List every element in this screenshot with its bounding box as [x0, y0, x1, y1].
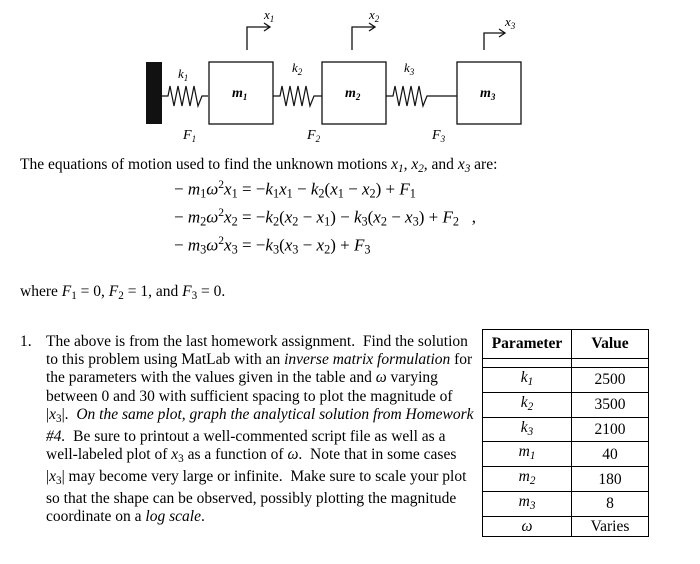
label-m1: $m_1$: [232, 86, 248, 102]
equation-1: − $m_1\omega^2x_1 = -k_1x_1 - k_2(x_1 - x_2) + F_1$: [174, 178, 416, 201]
spring-mass-diagram: [0, 0, 700, 150]
intro-x3: $x_3$: [457, 156, 471, 175]
spring-k3: [386, 86, 457, 106]
intro-sentence: [20, 156, 497, 175]
intro-and: and: [431, 156, 454, 173]
label-F1: $F_1$: [183, 128, 197, 144]
value-m1: 40: [572, 442, 649, 467]
param-k2: $k_2$: [483, 392, 572, 417]
equation-2: − $m_2\omega^2x_2 = -k_2(x_2 - x_1) - k_3(x_2 - x_3) + F_2$ ,: [174, 206, 476, 229]
displacement-arrow-x1: [247, 23, 270, 50]
value-k2: 3500: [572, 392, 649, 417]
param-k3: $k_3$: [483, 417, 572, 442]
header-parameter: Parameter: [483, 330, 572, 359]
value-m3: 8: [572, 491, 649, 516]
where-line: where $F_1 = 0$, $F_2 = 1$, and $F_3 = 0$.: [20, 283, 226, 302]
table-row: [483, 442, 649, 467]
intro-are: are:: [474, 156, 498, 173]
param-omega: ω: [483, 516, 572, 536]
label-x3: $x_3$: [505, 14, 516, 31]
label-x1: $x_1$: [264, 7, 275, 24]
fixed-wall: [146, 62, 162, 124]
label-k2: $k_2$: [292, 60, 303, 77]
spring-k2: [273, 86, 322, 106]
problem-number: 1.: [20, 333, 32, 350]
table-row: [483, 392, 649, 417]
param-m2: $m_2$: [483, 467, 572, 492]
table-gap-row: [483, 359, 649, 368]
value-omega: Varies: [572, 516, 649, 536]
intro-x1: $x_1$,: [391, 156, 408, 175]
intro-x2: $x_2$,: [411, 156, 428, 175]
label-m3: $m_3$: [480, 86, 496, 102]
label-F2: $F_2$: [307, 128, 321, 144]
param-k1: $k_1$: [483, 368, 572, 393]
parameter-table: [482, 329, 649, 537]
equation-3: − $m_3\omega^2x_3 = -k_3(x_3 - x_2) + F_3$: [174, 234, 371, 257]
problem-1-text: The above is from the last homework assignment. Find the solution to this problem using MatLab with an inverse matrix formulation for the parameters with the values given in the table and ω varying between 0 and 30 with sufficient spacing to plot the magnitude of $|x_3|$. On the same plot, graph the analytical solution from Homework #4. Be sure to printout a well-commented script file as well as a well-labeled plot of $x_3$ as a function of ω. Note that in some cases $|x_3|$ may become very large or infinite. Make sure to scale your plot so that the shape can be observed, possibly plotting the magnitude coordinate on a log scale.: [46, 333, 474, 526]
table-row: [483, 368, 649, 393]
label-F3: $F_3$: [432, 128, 446, 144]
label-x2: $x_2$: [369, 7, 380, 24]
param-m1: $m_1$: [483, 442, 572, 467]
table-header-row: [483, 330, 649, 359]
label-m2: $m_2$: [345, 86, 361, 102]
table-row: [483, 491, 649, 516]
displacement-arrow-x3: [484, 29, 505, 50]
value-k1: 2500: [572, 368, 649, 393]
header-value: Value: [572, 330, 649, 359]
table-row: [483, 467, 649, 492]
param-m3: $m_3$: [483, 491, 572, 516]
intro-text: The equations of motion used to find the unknown motions: [20, 156, 388, 173]
spring-k1: [162, 86, 208, 106]
value-k3: 2100: [572, 417, 649, 442]
label-k1: $k_1$: [178, 66, 189, 83]
displacement-arrow-x2: [352, 23, 375, 50]
table-row: [483, 516, 649, 536]
value-m2: 180: [572, 467, 649, 492]
label-k3: $k_3$: [404, 60, 415, 77]
table-row: [483, 417, 649, 442]
